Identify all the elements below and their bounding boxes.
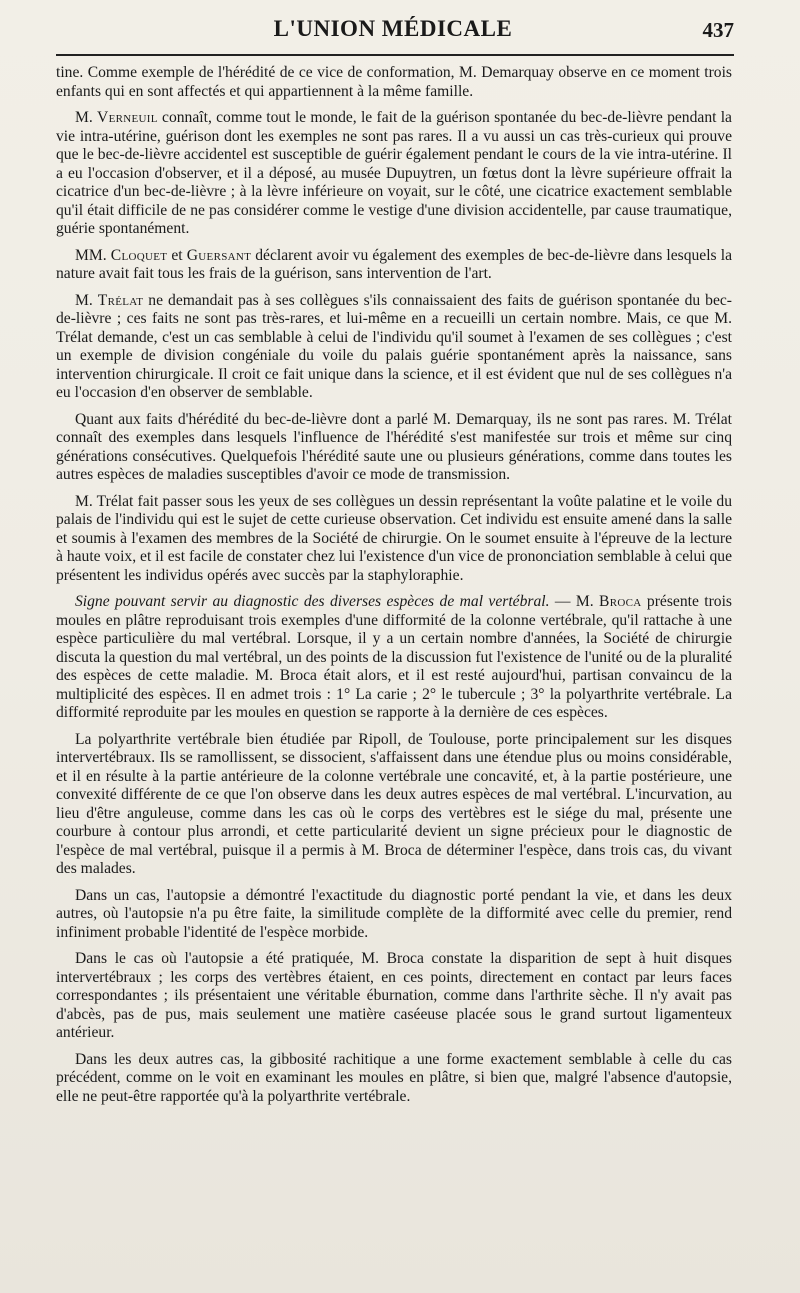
paragraph [56,950,732,1043]
running-title: L'UNION MÉDICALE [273,16,513,41]
author-name: Cloquet [110,246,168,264]
text-run: Quant aux faits d'hérédité du bec-de-lièvre dont a parlé M. Demarquay, ils ne sont pas rares. M. Trélat connaît des exemples dans lesquels l'influence de l'hérédité s'est manifestée sur trois et même sur cinq générations consécutives. Quelquefois l'hérédité saute une ou plusieurs générations, comme dans toutes les autres espèces de maladies susceptibles d'avoir ce mode de transmission. [56,410,732,483]
text-run: et [167,246,187,264]
text-run: — M. [549,593,600,610]
text-run: La polyarthrite vertébrale bien étudiée par Ripoll, de Toulouse, porte principalement sur les disques intervertébraux. Ils se ramollissent, se dissocient, s'affaissent dans une étendue plus ou moins considérable, et il en résulte à la partie antérieure de la colonne vertébrale une concavité, et, à la partie postérieure, une convexité différente de ce que l'on observe dans les deux autres espèces de mal vertébral. L'incurvation, au lieu d'être anguleuse, comme dans les cas où le corps des vertèbres est le siége du mal, présente une courbure à contour plus arrondi, et cette particularité devient un signe précieux pour le diagnostic de l'espèce de mal vertébral, puisque il a permis à M. Broca de déterminer l'espèce, dans trois cas, du vivant des malades. [56,730,732,877]
paragraph [56,593,732,723]
author-name: Verneuil [97,109,158,126]
paragraph [56,1051,732,1107]
text-run: connaît, comme tout le monde, le fait de la guérison spontanée du bec-de-lièvre pendant la vie intra-utérine, guérison dont les exemples ne sont pas rares. Il a vu aussi un cas très-curieux qui prouve que le bec-de-lièvre accidentel est susceptible de guérir également pendant le cours de la vie intra-utérine. Il a eu l'occasion d'observer, et il a déposé, au musée Dupuytren, un fœtus dont la lèvre supérieure offrait la cicatrice d'un bec-de-lièvre ; à la lèvre inférieure on voyait, sur le côté, une cicatrice exactement semblable qu'il était difficile de ne pas considérer comme le vestige d'une division accidentelle, par cause traumatique, guérie spontanément. [56,109,732,237]
page-number: 437 [702,18,734,42]
paragraph [56,887,732,943]
text-run: Dans le cas où l'autopsie a été pratiquée, M. Broca constate la disparition de sept à huit disques intervertébraux ; les corps des vertèbres étaient, en ces points, directement en contact par leurs faces correspondantes ; ils présentaient une véritable éburnation, comme dans l'arthrite sèche. Il n'y avait pas d'abcès, pas de pus, mais seulement une matière caséeuse placée sous le grand surtout ligamenteux antérieur. [56,950,732,1041]
text-run: présente trois moules en plâtre reproduisant trois exemples d'une difformité de la colonne vertébrale, qu'il rattache à une espèce particulière du mal vertébral. Lorsque, il y a un certain nombre d'années, la Société de chirurgie discuta la question du mal vertébral, un des points de la discussion fut l'existence de l'unité ou de la pluralité des espèces de cette maladie. M. Broca était alors, et il est resté aujourd'hui, partisan convaincu de la multiplicité des espèces. Il en admet trois : 1° La carie ; 2° le tubercule ; 3° la polyarthrite vertébrale. La difformité reproduite par les moules en question se rapporte à la dernière de ces espèces. [56,593,732,721]
author-name: Trélat [97,291,144,309]
paragraph [56,109,732,239]
text-run: MM. [75,246,111,264]
text-run: déclarent avoir vu également des exemples de bec-de-lièvre dans lesquels la nature avait fait tous les frais de la guérison, sans intervention de l'art. [56,246,732,282]
author-name: Broca [599,593,642,610]
text-run: M. [75,291,98,309]
page-header [54,12,732,46]
paragraph [56,411,732,485]
text-run: Dans un cas, l'autopsie a démontré l'exactitude du diagnostic porté pendant la vie, et dans les deux autres, où l'autopsie n'a pu être faite, la similitude complète de la difformité avec celle du premier, rend infiniment probable l'identité de l'espèce morbide. [56,886,732,941]
paragraph [56,292,732,403]
author-name: Guersant [186,246,252,264]
text-run: M. Trélat fait passer sous les yeux de ses collègues un dessin représentant la voûte palatine et le voile du palais de l'individu qui est le sujet de cette curieuse observation. Cet individu est ensuite amené dans la salle et soumis à l'examen des membres de la Société de chirurgie. On le soumet ensuite à l'épreuve de la lecture à haute voix, et il est facile de constater chez lui l'existence d'un vice de prononciation semblable à celui que présentent les individus opérés avec succès par la staphyloraphie. [56,492,732,584]
paragraph [56,493,732,586]
text-run: ne demandait pas à ses collègues s'ils connaissaient des faits de guérison spontanée du bec-de-lièvre ; ces faits ne sont pas très-rares, et lui-même en a recueilli un certain nombre. Mais, ce que M. Trélat demande, c'est un cas semblable à celui de l'individu qu'il soumet à l'examen de ses collègues ; c'est un exemple de division congéniale du voile du palais guérie spontanément après la naissance, sans intervention chirurgicale. Il croit ce fait unique dans la science, et il est évident que nul de ses collègues n'a eu l'occasion d'en observer de semblable. [56,291,732,401]
article-body [56,64,732,1114]
section-heading: Signe pouvant servir au diagnostic des diverses espèces de mal vertébral. [75,593,550,610]
text-run: tine. Comme exemple de l'hérédité de ce vice de conformation, M. Demarquay observe en ce moment trois enfants qui en sont affectés et qui appartiennent à la même famille. [56,64,732,100]
paragraph [56,731,732,879]
text-run: M. [75,109,98,126]
paragraph [56,247,732,284]
text-run: Dans les deux autres cas, la gibbosité rachitique a une forme exactement semblable à celle du cas précédent, comme on le voit en examinant les moules en plâtre, si bien que, malgré l'absence d'autopsie, elle ne peut-être rapportée qu'à la polyarthrite vertébrale. [56,1050,732,1105]
header-rule [56,54,734,56]
paragraph [56,64,732,101]
